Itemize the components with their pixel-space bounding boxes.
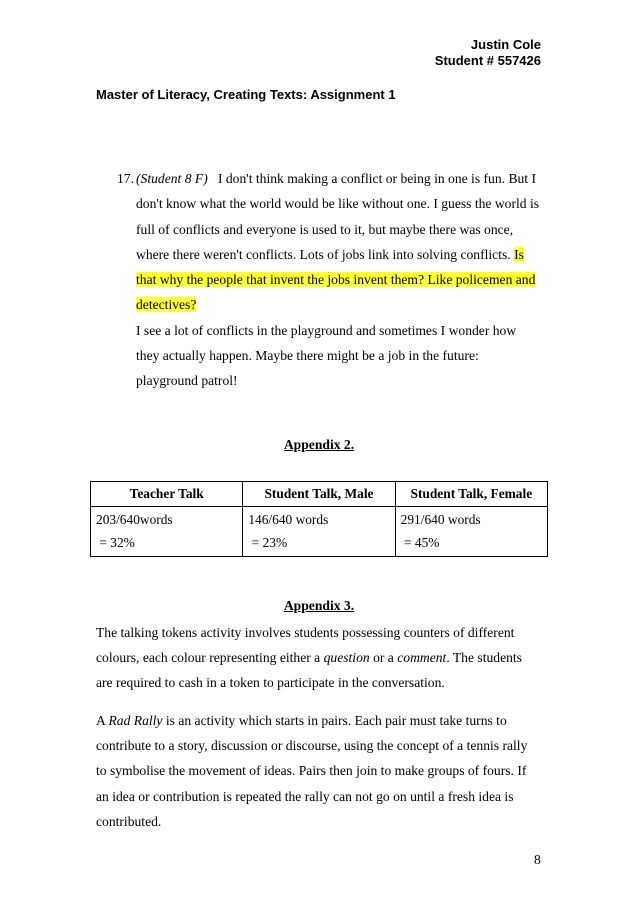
paragraph-line bbox=[96, 645, 546, 670]
quote-line: don't know what the world would be like without one. I guess the world is bbox=[136, 196, 540, 212]
table-header-cell: Student Talk, Male bbox=[243, 482, 395, 507]
text-run: A bbox=[96, 713, 109, 728]
paragraph-line: contributed. bbox=[96, 813, 162, 829]
emphasis-rad-rally: Rad Rally bbox=[108, 713, 163, 728]
quote-speaker: (Student 8 F) bbox=[136, 171, 208, 186]
text-run: is an activity which starts in pairs. Each pair must take turns to bbox=[162, 713, 507, 728]
highlighted-text: that why the people that invent the jobs invent them? Like policemen and bbox=[136, 272, 536, 288]
percentage: = 32% bbox=[96, 535, 135, 550]
table-cell bbox=[395, 507, 547, 557]
author-name: Justin Cole bbox=[470, 37, 541, 52]
appendix-3-heading: Appendix 3. bbox=[283, 598, 355, 613]
rad-rally-paragraph bbox=[96, 708, 546, 834]
quote-line bbox=[117, 267, 547, 292]
page-number: 8 bbox=[534, 852, 541, 867]
highlighted-text: Is bbox=[514, 246, 524, 262]
text-run: . The students bbox=[446, 650, 522, 666]
table-row bbox=[91, 507, 548, 557]
paragraph-line: an idea or contribution is repeated the rally can not go on until a fresh idea is bbox=[96, 788, 514, 804]
word-count: 291/640 words bbox=[400, 512, 481, 527]
quote-line: full of conflicts and everyone is used to it, but maybe there was once, bbox=[136, 221, 514, 237]
word-count: 203/640words bbox=[96, 512, 173, 527]
percentage: = 23% bbox=[248, 535, 288, 550]
quote-line: playground patrol! bbox=[136, 373, 238, 389]
table-cell bbox=[91, 507, 243, 557]
emphasis-question: question bbox=[323, 650, 370, 666]
appendix-2-heading: Appendix 2. bbox=[283, 437, 355, 452]
student-id: Student # 557426 bbox=[434, 53, 541, 68]
table-header-cell: Teacher Talk bbox=[91, 482, 243, 507]
paragraph-line bbox=[96, 708, 546, 733]
quote-text: I don't think making a conflict or being in one is fun. But I bbox=[217, 171, 537, 186]
student-quote bbox=[117, 166, 547, 394]
paragraph-line: are required to cash in a token to participate in the conversation. bbox=[96, 675, 445, 691]
talking-tokens-paragraph bbox=[96, 620, 546, 696]
table-header-row bbox=[91, 482, 548, 507]
percentage: = 45% bbox=[400, 535, 440, 550]
highlighted-text: detectives? bbox=[136, 297, 197, 313]
quote-line: I see a lot of conflicts in the playground and sometimes I wonder how bbox=[136, 322, 517, 338]
emphasis-comment: comment bbox=[397, 650, 447, 666]
text-run: colours, each colour representing either a bbox=[96, 650, 324, 666]
quote-line bbox=[117, 166, 547, 191]
table-cell bbox=[243, 507, 395, 557]
quote-line bbox=[117, 292, 547, 317]
word-count: 146/640 words bbox=[248, 512, 329, 527]
quote-text: where there weren't conflicts. Lots of jobs link into solving conflicts. bbox=[136, 246, 511, 262]
paragraph-line: contribute to a story, discussion or discourse, using the concept of a tennis rally bbox=[96, 738, 528, 754]
quote-number: 17. bbox=[117, 171, 134, 186]
table-header-cell: Student Talk, Female bbox=[395, 482, 547, 507]
talk-ratio-table bbox=[90, 481, 548, 557]
document-title: Master of Literacy, Creating Texts: Assignment 1 bbox=[96, 87, 396, 102]
quote-line: they actually happen. Maybe there might be a job in the future: bbox=[136, 348, 479, 364]
quote-line bbox=[117, 242, 547, 267]
text-run: or a bbox=[369, 650, 398, 666]
paragraph-line: to symbolise the movement of ideas. Pairs then join to make groups of fours. If bbox=[96, 763, 527, 779]
paragraph-line: The talking tokens activity involves students possessing counters of different bbox=[96, 625, 515, 640]
